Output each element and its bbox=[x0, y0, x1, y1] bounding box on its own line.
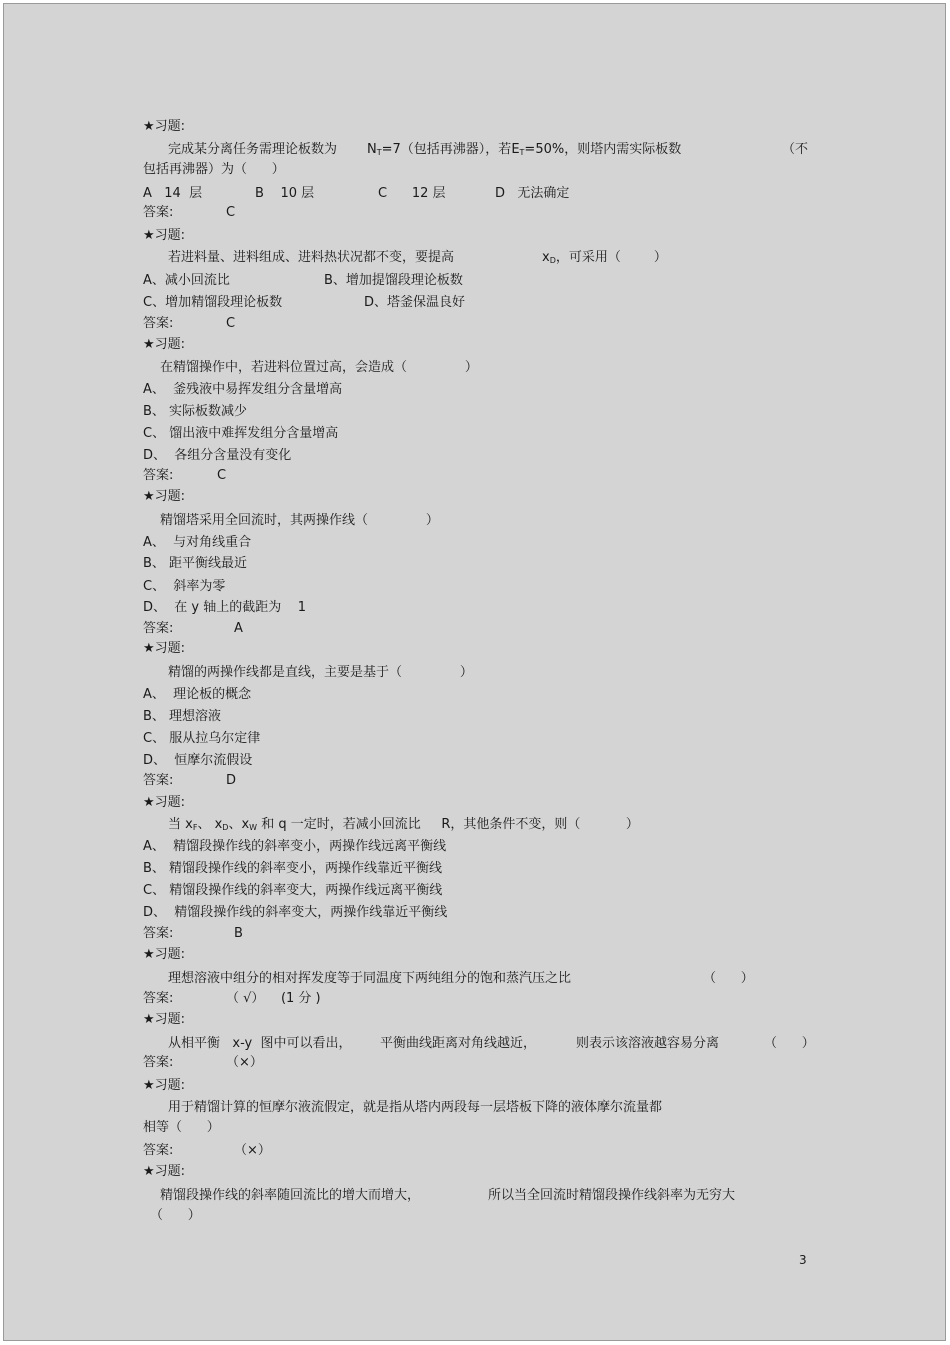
q3-stem: 在精馏操作中，若进料位置过高，会造成（ ） bbox=[160, 360, 478, 375]
q4-answer-label: 答案: bbox=[143, 621, 174, 636]
q8-stem-part3: 则表示该溶液越容易分离 bbox=[576, 1036, 720, 1051]
q6-header: ★习题: bbox=[143, 795, 186, 810]
q1-option-d: D 无法确定 bbox=[495, 186, 570, 201]
q9-stem-line2: 相等（ ） bbox=[143, 1120, 220, 1135]
q2-option-a: A、减小回流比 bbox=[143, 273, 230, 288]
q2-option-d: D、塔釜保温良好 bbox=[364, 295, 466, 310]
q8-stem-part1: 从相平衡 x-y 图中可以看出， bbox=[168, 1036, 352, 1051]
q2-header: ★习题: bbox=[143, 228, 186, 243]
q4-answer: A bbox=[234, 621, 243, 636]
q9-stem: 用于精馏计算的恒摩尔液流假定，就是指从塔内两段每一层塔板下降的液体摩尔流量都 bbox=[168, 1100, 663, 1115]
q4-header: ★习题: bbox=[143, 489, 186, 504]
q1-option-b: B 10 层 bbox=[255, 186, 315, 201]
q10-stem-line2: （ ） bbox=[150, 1208, 201, 1223]
q8-header: ★习题: bbox=[143, 1012, 186, 1027]
q6-answer: B bbox=[234, 926, 243, 941]
q10-stem-part1: 精馏段操作线的斜率随回流比的增大而增大， bbox=[160, 1188, 421, 1203]
q1-stem-end: （不 bbox=[782, 142, 809, 157]
q3-option-d: D、 各组分含量没有变化 bbox=[143, 448, 292, 463]
q7-answer-label: 答案: bbox=[143, 991, 174, 1006]
q1-option-a: A 14 层 bbox=[143, 186, 203, 201]
q10-stem-part2: 所以当全回流时精馏段操作线斜率为无穷大 bbox=[488, 1188, 736, 1203]
q4-option-b: B、 距平衡线最近 bbox=[143, 556, 248, 571]
q9-header: ★习题: bbox=[143, 1078, 186, 1093]
q4-stem: 精馏塔采用全回流时，其两操作线（ ） bbox=[160, 513, 439, 528]
q3-option-b: B、 实际板数减少 bbox=[143, 404, 248, 419]
q1-answer-label: 答案: bbox=[143, 205, 174, 220]
q2-option-b: B、增加提馏段理论板数 bbox=[324, 273, 463, 288]
q5-answer: D bbox=[226, 773, 237, 788]
q1-stem: 完成某分离任务需理论板数为 $N_T=7$（包括再沸器），若$E_T=50\%$，则塔内需实际板数 bbox=[168, 142, 682, 157]
q1-option-c: C 12 层 bbox=[378, 186, 446, 201]
q7-answer: （ √） (1 分 ) bbox=[226, 991, 321, 1006]
q5-option-c: C、 服从拉乌尔定律 bbox=[143, 731, 261, 746]
q5-answer-label: 答案: bbox=[143, 773, 174, 788]
q2-stem-tail: $x_D$，可采用（ ） bbox=[542, 250, 667, 265]
q10-header: ★习题: bbox=[143, 1164, 186, 1179]
q3-answer: C bbox=[217, 468, 227, 483]
q2-answer: C bbox=[226, 316, 236, 331]
q3-option-c: C、 馏出液中难挥发组分含量增高 bbox=[143, 426, 339, 441]
q2-answer-label: 答案: bbox=[143, 316, 174, 331]
q3-answer-label: 答案: bbox=[143, 468, 174, 483]
q6-option-c: C、 精馏段操作线的斜率变大，两操作线远离平衡线 bbox=[143, 883, 443, 898]
q4-option-c: C、 斜率为零 bbox=[143, 579, 226, 594]
q8-answer: （×） bbox=[226, 1055, 263, 1070]
q7-blank: （ ） bbox=[703, 971, 754, 986]
q6-option-a: A、 精馏段操作线的斜率变小，两操作线远离平衡线 bbox=[143, 839, 447, 854]
q2-stem: 若进料量、进料组成、进料热状况都不变，要提高 bbox=[168, 250, 455, 265]
page-number: 3 bbox=[799, 1253, 807, 1267]
q7-header: ★习题: bbox=[143, 947, 186, 962]
q1-answer: C bbox=[226, 205, 236, 220]
q5-option-a: A、 理论板的概念 bbox=[143, 687, 252, 702]
q1-stem-line2: 包括再沸器）为（ ） bbox=[143, 162, 285, 177]
q7-stem: 理想溶液中组分的相对挥发度等于同温度下两纯组分的饱和蒸汽压之比 bbox=[168, 971, 572, 986]
q4-option-d: D、 在 y 轴上的截距为 1 bbox=[143, 600, 307, 615]
q3-option-a: A、 釜残液中易挥发组分含量增高 bbox=[143, 382, 343, 397]
q8-blank: （ ） bbox=[764, 1036, 815, 1051]
q5-option-b: B、 理想溶液 bbox=[143, 709, 222, 724]
q6-option-d: D、 精馏段操作线的斜率变大，两操作线靠近平衡线 bbox=[143, 905, 448, 920]
q4-option-a: A、 与对角线重合 bbox=[143, 535, 252, 550]
q6-stem: 当 $x_F$、 $x_D$、$x_W$ 和 q 一定时，若减小回流比 R，其他条件不变，则（ ） bbox=[168, 817, 639, 832]
q6-answer-label: 答案: bbox=[143, 926, 174, 941]
q5-header: ★习题: bbox=[143, 641, 186, 656]
q5-option-d: D、 恒摩尔流假设 bbox=[143, 753, 253, 768]
q8-answer-label: 答案: bbox=[143, 1055, 174, 1070]
q8-stem-part2: 平衡曲线距离对角线越近， bbox=[380, 1036, 537, 1051]
q3-header: ★习题: bbox=[143, 337, 186, 352]
q9-answer: （×） bbox=[234, 1143, 271, 1158]
q6-option-b: B、 精馏段操作线的斜率变小，两操作线靠近平衡线 bbox=[143, 861, 443, 876]
q9-answer-label: 答案: bbox=[143, 1143, 174, 1158]
q1-header: ★习题: bbox=[143, 119, 186, 134]
q2-option-c: C、增加精馏段理论板数 bbox=[143, 295, 283, 310]
q5-stem: 精馏的两操作线都是直线，主要是基于（ ） bbox=[168, 665, 473, 680]
